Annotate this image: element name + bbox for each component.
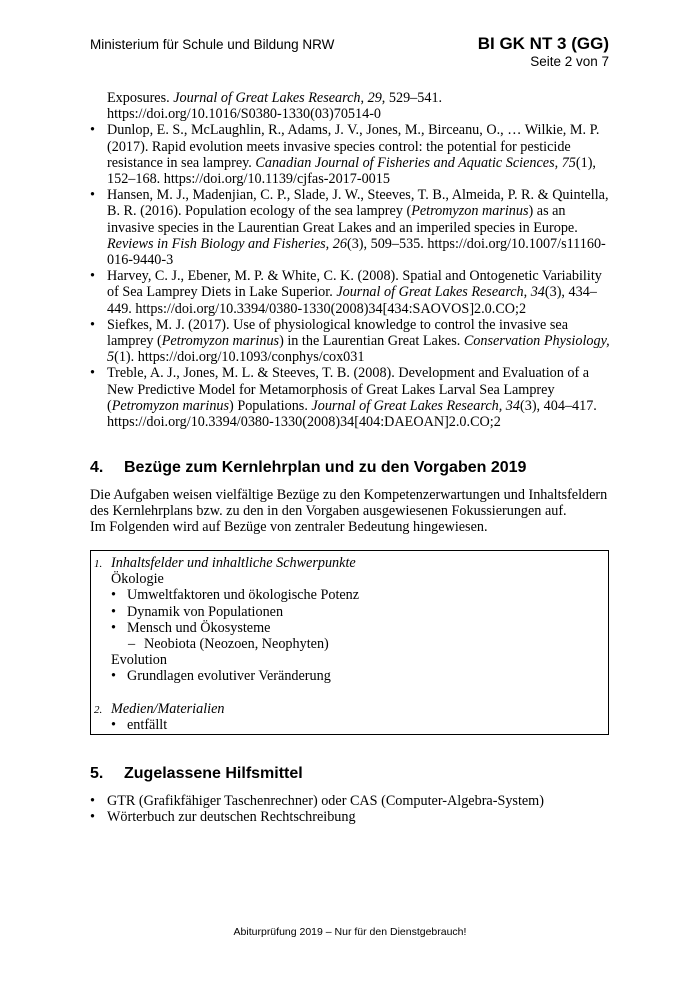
page-header [478, 34, 609, 70]
bullet-icon: • [90, 268, 95, 285]
list-item: • Wörterbuch zur deutschen Rechtschreibung [90, 809, 356, 826]
reference-list [90, 90, 610, 430]
curriculum-box [90, 550, 609, 735]
reference-item: • Harvey, C. J., Ebener, M. P. & White, C. K. (2008). Spatial and Ontogenetic Variability of Sea Lamprey Diets in Lake Superior. Journal of Great Lakes Research, 34(3), 434–449. https://doi.org/10.3394/0380-1330(2008)34[434:SAOVOS]2.0.CO;2 [90, 268, 602, 317]
section-4-heading: 4. Bezüge zum Kernlehrplan und zu den Vorgaben 2019 [90, 459, 527, 476]
dash-icon: – [128, 636, 136, 653]
bullet-icon: • [111, 619, 116, 636]
list-item: • Grundlagen evolutiver Veränderung [111, 668, 331, 685]
sub-list-item: – Neobiota (Neozoen, Neophyten) [128, 636, 329, 653]
bullet-icon: • [90, 187, 95, 204]
section-5-heading: 5. Zugelassene Hilfsmittel [90, 765, 303, 782]
bullet-icon: • [90, 122, 95, 139]
box-heading-media: 2. Medien/Materialien [94, 700, 225, 717]
list-item: • Dynamik von Populationen [111, 603, 284, 620]
reference-item: • Dunlop, E. S., McLaughlin, R., Adams, J. V., Jones, M., Birceanu, O., … Wilkie, M. P. (2017). Rapid evolution meets invasive species control: the potential for pesticide resistance in sea lamprey. Canadian Journal of Fisheries and Aquatic Sciences, 75(1), 152–168. https://doi.org/10.1139/cjfas-2017-0015 [90, 122, 600, 188]
box-heading-content-fields: 1. Inhaltsfelder und inhaltliche Schwerpunkte [94, 555, 356, 571]
list-item: • Umweltfaktoren und ökologische Potenz [111, 587, 360, 604]
reference-item: • Hansen, M. J., Madenjian, C. P., Slade, J. W., Steeves, T. B., Almeida, P. R. & Quintella, B. R. (2016). Population ecology of the sea lamprey (Petromyzon marinus) as an invasive species in the Laurentian Great Lakes and an imperiled species in Europe. Reviews in Fish Biology and Fisheries, 26(3), 509–535. https://doi.org/10.1007/s11160-016-9440-3 [90, 187, 609, 269]
list-item: • GTR (Grafikfähiger Taschenrechner) oder CAS (Computer-Algebra-System) [90, 793, 544, 809]
list-item: • Mensch und Ökosysteme [111, 619, 271, 636]
bullet-icon: • [111, 603, 116, 620]
category-ecology: Ökologie [111, 571, 164, 588]
category-evolution: Evolution [111, 652, 167, 669]
ministry-name: Ministerium für Schule und Bildung NRW [90, 37, 335, 52]
bullet-icon: • [90, 809, 95, 826]
bullet-icon: • [111, 587, 116, 604]
bullet-icon: • [111, 668, 116, 685]
permitted-aids-list [90, 793, 610, 825]
reference-item: • Treble, A. J., Jones, M. L. & Steeves, T. B. (2008). Development and Evaluation of a New Predictive Model for Metamorphosis of Great Lakes Larval Sea Lamprey (Petromyzon marinus) Populations. Journal of Great Lakes Research, 34(3), 404–417. https://doi.org/10.3394/0380-1330(2008)34[404:DAEOAN]2.0.CO;2 [90, 365, 597, 431]
section-4-intro: Die Aufgaben weisen vielfältige Bezüge zu den Kompetenzerwartungen und Inhaltsfeldern des Kernlehrplans bzw. zu den in den Vorgaben ausgewiesenen Fokussierungen auf. Im Folgenden wird auf Bezüge von zentraler Bedeutung hingewiesen. [90, 487, 608, 536]
bullet-icon: • [90, 316, 95, 333]
page-number: Seite 2 von 7 [530, 54, 609, 69]
reference-item: • Siefkes, M. J. (2017). Use of physiological knowledge to control the invasive sea lamprey (Petromyzon marinus) in the Laurentian Great Lakes. Conservation Physiology, 5(1). https://doi.org/10.1093/conphys/cox031 [90, 316, 610, 366]
list-item: • entfällt [111, 716, 168, 733]
bullet-icon: • [90, 365, 95, 382]
bullet-icon: • [90, 793, 95, 809]
bullet-icon: • [111, 716, 116, 733]
page-footer: Abiturprüfung 2019 – Nur für den Dienstgebrauch! [233, 926, 467, 938]
reference-continuation: Exposures. Journal of Great Lakes Research, 29, 529–541. https://doi.org/10.1016/S0380-1330(03)70514-0 [107, 90, 443, 123]
course-code: BI GK NT 3 (GG) [477, 34, 609, 53]
